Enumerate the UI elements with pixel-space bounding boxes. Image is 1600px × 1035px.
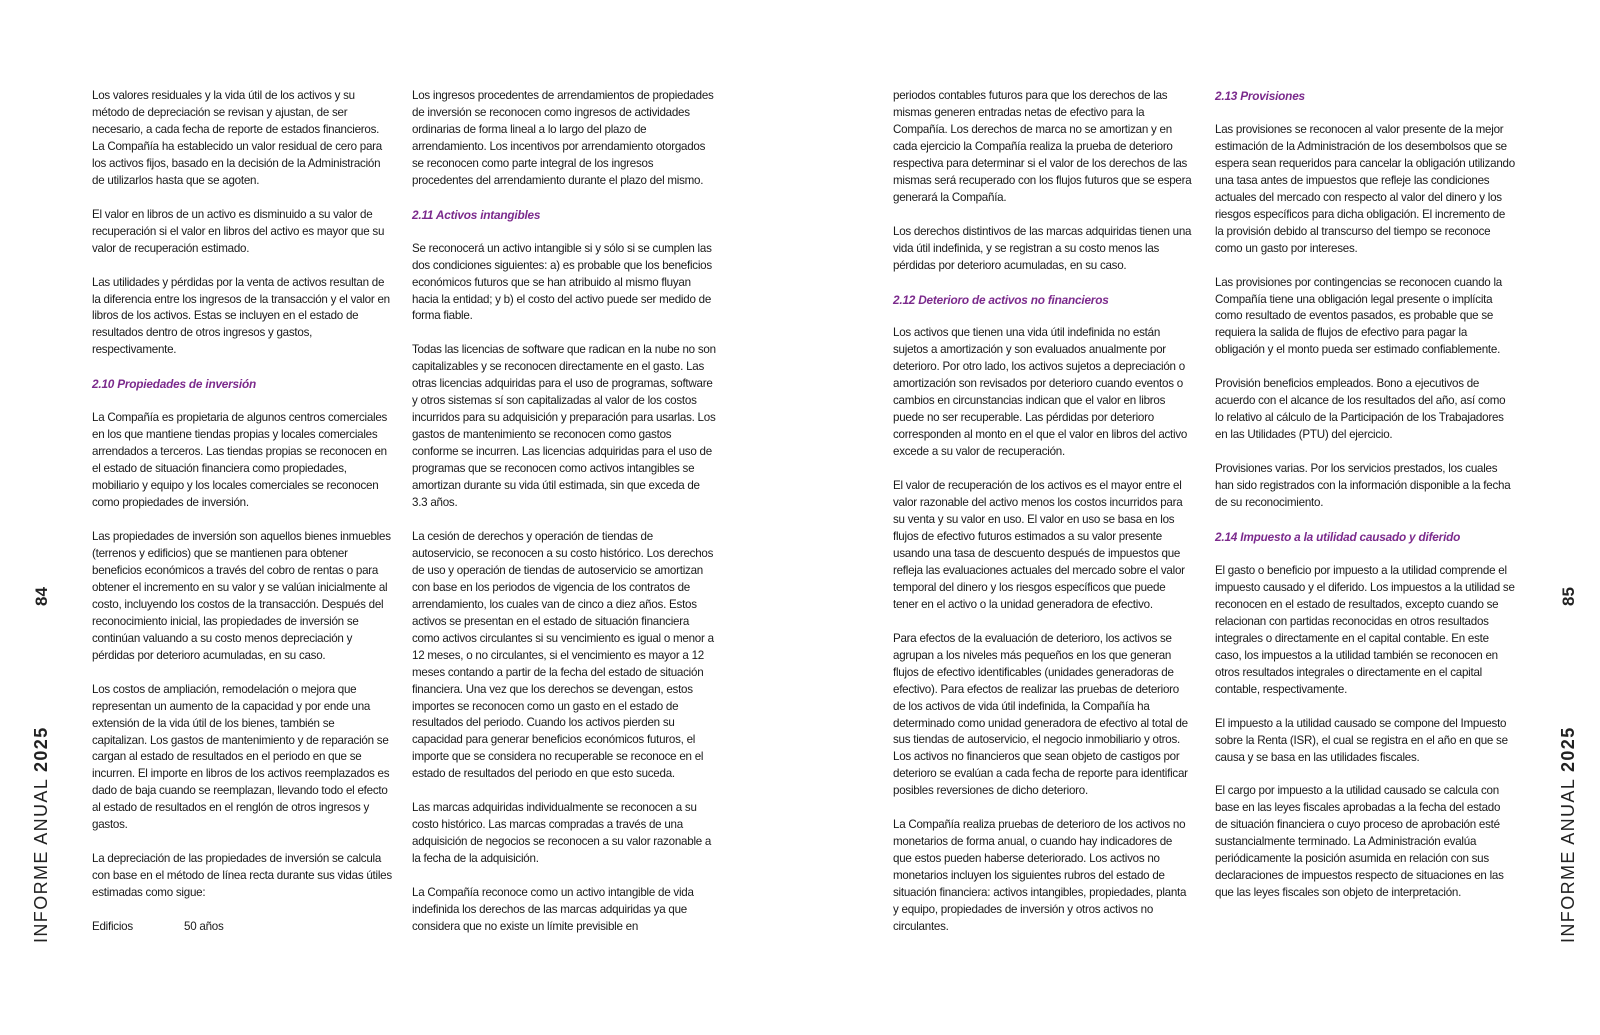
paragraph: Las provisiones por contingencias se reconocen cuando la Compañía tiene una obligación legal presente o implícita como resultado de eventos pasados, es probable que se requiera la salida de flujos de efectivo para pagar la obligación y el monto pueda ser estimado confiablemente. (1215, 275, 1502, 357)
paragraph: El cargo por impuesto a la utilidad causado se calcula con base en las leyes fiscales aprobadas a la fecha del estado de situación financiera o cuyo proceso de aprobación esté sustancialmente terminado. La Administración evalúa periódicamente la posición asumida en relación con sus declaraciones de impuestos respecto de situaciones en las que las leyes fiscales son objeto de interpretación. (1215, 784, 1504, 900)
right-page-column-1 (893, 88, 1193, 953)
paragraph: El valor de recuperación de los activos es el mayor entre el valor razonable del activo menos los costos incurridos para su venta y su valor en uso. El valor en uso se basa en los flujos de efectivo futuros estimados a su valor presente usando una tasa de descuento después de impuestos que refleja las evaluaciones actuales del mercado sobre el valor temporal del dinero y los riesgos específicos que puede tener en el activo o la unidad generadora de efectivo. (893, 479, 1185, 611)
paragraph: La Compañía realiza pruebas de deterioro de los activos no monetarios de forma anual, o cuando hay indicadores de que estos pueden haberse deteriorado. Los activos no monetarios incluyen los siguientes rubros del estado de situación financiera: activos intangibles, propiedades, planta y equipo, propiedades de inversión y otros activos no circulantes. (893, 818, 1187, 933)
paragraph: Los costos de ampliación, remodelación o mejora que representan un aumento de la capacidad y por ende una extensión de la vida útil de los bienes, también se capitalizan. Los gastos de mantenimiento y de reparación se cargan al estado de resultados en el periodo en que se incurren. El importe en libros de los activos reemplazados es dado de baja cuando se reemplazan, llevando todo el efecto al estado de resultados en el renglón de otros ingresos y gastos. (92, 682, 390, 832)
paragraph: Los derechos distintivos de las marcas adquiridas tienen una vida útil indefinida, y se registran a su costo menos las pérdidas por deterioro acumuladas, en su caso. (893, 224, 1192, 272)
paragraph: Para efectos de la evaluación de deterioro, los activos se agrupan a los niveles más pequeños en los que generan flujos de efectivo identificables (unidades generadoras de efectivo). Para efectos de realizar las pruebas de deterioro de los activos de vida útil indefinida, la Compañía ha determinado como unidad generadora de efectivo al total de sus tiendas de autoservicio, el negocio inmobiliario y otros. Los activos no financieros que sean objeto de castigos por deterioro se evalúan a cada fecha de reporte para identificar posibles reversiones de dicho deterioro. (893, 631, 1188, 798)
paragraph: Las utilidades y pérdidas por la venta de activos resultan de la diferencia entre los ingresos de la transacción y el valor en libros de los activos. Estas se incluyen en el estado de resultados dentro de otros ingresos y gastos, respectivamente. (92, 275, 390, 357)
paragraph: Las provisiones se reconocen al valor presente de la mejor estimación de la Administración de los desembolsos que se espera sean requeridos para cancelar la obligación utilizando una tasa antes de impuestos que refleje las condiciones actuales del mercado con respecto al valor del dinero y los riesgos específicos para dicha obligación. El incremento de la provisión debido al transcurso del tiempo se reconoce como un gasto por intereses. (1215, 122, 1515, 255)
page-number-left: 84 (32, 587, 51, 606)
paragraph: Los valores residuales y la vida útil de los activos y su método de depreciación se revisan y ajustan, de ser necesario, a cada fecha de reporte de estados financieros. La Compañía ha establecido un valor residual de cero para los activos fijos, basado en la decisión de la Administración de utilizarlos hasta que se agoten. (92, 89, 382, 187)
paragraph: Se reconocerá un activo intangible si y sólo si se cumplen las dos condiciones siguientes: a) es probable que los beneficios económicos futuros que se han atribuido al mismo fluyan hacia la entidad; y b) el costo del activo puede ser medido de forma fiable. (412, 241, 712, 323)
section-heading-2-11: 2.11 Activos intangibles (412, 207, 541, 222)
section-heading-2-13: 2.13 Provisiones (1215, 89, 1305, 103)
side-title-left (31, 726, 52, 943)
paragraph: La Compañía es propietaria de algunos centros comerciales en los que mantiene tiendas propias y locales comerciales arrendados a terceros. Las tiendas propias se reconocen en el estado de situación financiera como propiedades, mobiliario y equipo y los locales comerciales se reconocen como propiedades de inversión. (92, 411, 388, 510)
page-number-right: 85 (1559, 587, 1578, 606)
right-page-column-2 (1215, 88, 1515, 919)
left-page-column-1 (92, 88, 392, 936)
left-page-column-2 (412, 88, 717, 953)
paragraph: El gasto o beneficio por impuesto a la utilidad comprende el impuesto causado y el diferido. Los impuestos a la utilidad se reconocen en el estado de resultados, excepto cuando se relacionan con partidas reconocidas en otros resultados integrales o directamente en el capital contable. En este caso, los impuestos a la utilidad también se reconocen en otros resultados integrales o directamente en el capital contable, respectivamente. (1215, 563, 1515, 696)
section-heading-2-14: 2.14 Impuesto a la utilidad causado y diferido (1215, 530, 1461, 545)
paragraph: La Compañía reconoce como un activo intangible de vida indefinida los derechos de las marcas adquiridas ya que considera que no existe un límite previsible en (412, 886, 694, 933)
section-heading-2-12: 2.12 Deterioro de activos no financieros (893, 292, 1109, 307)
paragraph: La depreciación de las propiedades de inversión se calcula con base en el método de línea recta durante sus vidas útiles estimadas como sigue: (92, 852, 392, 900)
paragraph: La cesión de derechos y operación de tiendas de autoservicio, se reconocen a su costo histórico. Los derechos de uso y operación de tiendas de autoservicio se amortizan con base en los periodos de vigencia de los contratos de arrendamiento, los cuales van de cinco a diez años. Estos activos se presentan en el estado de situación financiera como activos circulantes si su vencimiento es igual o menor a 12 meses, o no circulantes, si el vencimiento es mayor a 12 meses contando a partir de la fecha del estado de situación financiera. Una vez que los derechos se devengan, estos importes se reconocen como un gasto en el estado de resultados del periodo. Cuando los activos pierden su capacidad para generar beneficios económicos futuros, el importe que se considera no recuperable se reconoce en el estado de resultados del periodo en que esto suceda. (412, 529, 714, 781)
paragraph: Todas las licencias de software que radican en la nube no son capitalizables y se reconocen directamente en el gasto. Las otras licencias adquiridas para el uso de programas, software y otros sistemas sí son capitalizadas al valor de los costos incurridos para su adquisición y preparación para usarlas. Los gastos de mantenimiento se reconocen como gastos conforme se incurren. Las licencias adquiridas para el uso de programas que se reconocen como activos intangibles se amortizan durante su vida útil estimada, sin que exceda de 3.3 años. (412, 343, 716, 510)
paragraph: Provisiones varias. Por los servicios prestados, los cuales han sido registrados con la información disponible a la fecha de su reconocimiento. (1215, 462, 1511, 510)
paragraph: Las marcas adquiridas individualmente se reconocen a su costo histórico. Las marcas compradas a través de una adquisición de negocios se reconocen a su valor razonable a la fecha de la adquisición. (412, 801, 712, 866)
paragraph: Los activos que tienen una vida útil indefinida no están sujetos a amortización y son evaluados anualmente por deterioro. Por otro lado, los activos sujetos a depreciación o amortización son revisados por deterioro cuando eventos o cambios en circunstancias indican que el valor en libros puede no ser recuperable. Las pérdidas por deterioro corresponden al monto en el que el valor en libros del activo excede a su valor de recuperación. (893, 326, 1188, 459)
paragraph: Los ingresos procedentes de arrendamientos de propiedades de inversión se reconocen como ingresos de actividades ordinarias de forma lineal a lo largo del plazo de arrendamiento. Los incentivos por arrendamiento otorgados se reconocen como parte integral de los ingresos procedentes del arrendamiento durante el plazo del mismo. (412, 89, 714, 187)
section-heading-2-10: 2.10 Propiedades de inversión (92, 377, 257, 392)
table-value: 50 años (184, 920, 224, 934)
side-title-year: 2025 (31, 726, 51, 773)
paragraph: Las propiedades de inversión son aquellos bienes inmuebles (terrenos y edificios) que se mantienen para obtener beneficios económicos a través del cobro de rentas o para obtener el incremento en su valor y se valúan inicialmente al costo, incluyendo los costos de la transacción. Después del reconocimiento inicial, las propiedades de inversión se continúan valuando a su costo menos depreciación y pérdidas por deterioro acumuladas, en su caso. (92, 530, 391, 662)
side-title-text: INFORME ANUAL (1558, 778, 1578, 943)
paragraph: periodos contables futuros para que los derechos de las mismas generen entradas netas de efectivo para la Compañía. Los derechos de marca no se amortizan y en cada ejercicio la Compañía realiza la prueba de deterioro respectiva para determinar si el valor de los derechos de las mismas será recuperado con los flujos futuros que se espera generará la Compañía. (893, 89, 1192, 204)
paragraph: El valor en libros de un activo es disminuido a su valor de recuperación si el valor en libros del activo es mayor que su valor de recuperación estimado. (92, 207, 385, 255)
depreciation-table-row (92, 919, 392, 936)
side-title-right (1558, 726, 1579, 943)
paragraph: Provisión beneficios empleados. Bono a ejecutivos de acuerdo con el alcance de los resultados del año, así como lo relativo al cálculo de la Participación de los Trabajadores en las Utilidades (PTU) del ejercicio. (1215, 377, 1506, 442)
side-title-text: INFORME ANUAL (31, 778, 51, 943)
paragraph: El impuesto a la utilidad causado se compone del Impuesto sobre la Renta (ISR), el cual se registra en el año en que se causa y se basa en las utilidades fiscales. (1215, 716, 1508, 764)
table-label: Edificios (92, 920, 133, 934)
side-title-year: 2025 (1558, 726, 1578, 773)
